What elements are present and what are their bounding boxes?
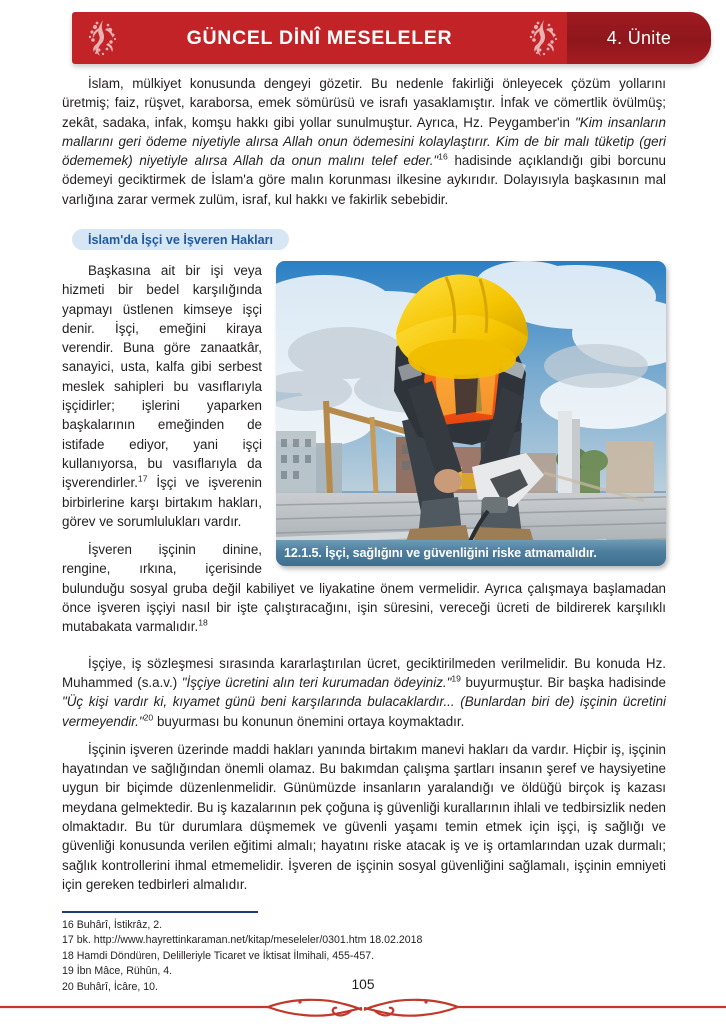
footnote-item: 16 Buhârî, İstikrâz, 2. [62,919,163,931]
worker-definition-part-2: İşçi ve işverenin birbirlerine karşı birtakım hakları, görev ve sorumlulukları vardır. [62,475,262,529]
page-number: 105 [351,977,375,992]
section-heading-label: İslam'da İşçi ve İşveren Hakları [88,232,274,247]
intro-text-part-1: İslam, mülkiyet konusunda dengeyi gözetir. Bu nedenle fakirliği önleyecek çözüm yollarını üretmiş; faiz, rüşvet, karaborsa, emek sömürüsü ve israfı yasaklamıştır. İnfak ve cömertlik övülmüş; zekât, sadaka, infak, komşu hakkı gibi yollar sunulmuştur. Ayrıca, Hz. Peygamber'in [62,76,666,130]
footnote-item: 20 Buhârî, İcâre, 10. [62,980,158,993]
intro-section [62,74,666,218]
wage-text-part-1: İşçiye, iş sözleşmesi sırasında kararlaştırılan ücret, geciktirilmeden verilmelidir. Bu konuda Hz. Muhammed (s.a.v.) [62,655,666,690]
intro-hadith-quote: "Kim insanların mallarını geri ödeme niyetiyle alırsa Allah onun ödemesini kolaylaştırır. Kim de bir malı tüketip (geri ödememek) niyetiyle alırsa Allah da onun malını telef eder." [62,114,666,169]
photo-illustration [276,261,666,566]
worker-rights-block [62,261,666,903]
footnote-item: 17 bk. http://www.hayrettinkaraman.net/kitap/meseleler/0301.htm 18.02.2018 [62,934,423,947]
footnote-ref-20: 20 [143,712,154,723]
wage-hadith-quote-1: "İşçiye ücretini alın teri kurumadan ödeyiniz." [181,674,452,690]
intro-text-part-2: hadisinde açıklandığı gibi borcunu ödemeyi geciktirmek de İslam'a göre malın korunması ilkesine aykırıdır. Dolayısıyla başkasının mal varlığına zarar vermek zulüm, israf, kul hakkı ve fakirlik sebebidir. [62,153,666,207]
footnote-ref-19: 19 [451,673,461,684]
wage-text-part-2: buyurmuştur. Bir başka hadisinde [460,674,666,690]
unit-label: 4. Ünite [606,27,672,48]
wage-paragraph [62,654,666,731]
decorative-flourish-icon [0,996,726,1020]
figure-caption: 12.1.5. İşçi, sağlığını ve güvenliğini riske atmamalıdır. [276,540,666,566]
page-header-banner [72,12,711,64]
footnote-divider [62,911,258,913]
wage-hadith-quote-2: "Üç kişi vardır ki, kıyamet günü beni karşılarında bulacaklardır... (Bunlardan biri de) işçinin ücretini vermeyendir." [62,694,666,729]
footnote-item: 19 İbn Mâce, Rühûn, 4. [62,965,173,978]
footnote-item: 18 Hamdi Döndüren, Delilleriyle Ticaret ve İktisat İlmihali, 455-457. [62,949,375,962]
footnote-ref-17: 17 [137,473,148,484]
photo-construction-worker [276,261,666,566]
employer-duties-text: İşveren işçinin dinine, rengine, ırkına, içerisinde bulunduğu sosyal gruba değil kabiliyet ve liyakatine önem vermelidir. Ayrıca çalışmaya başlamadan önce işveren işçiyi nasıl bir işte çalıştıracağını, işin süresini, vereceği ücreti de bildirerek karşılıklı mutabakata varmalıdır. [62,542,666,635]
figure-construction-worker [276,261,666,566]
section-heading-pill [72,229,289,250]
worker-definition-part-1: Başkasına ait bir işi veya hizmeti bir bedel karşılığında yapmayı üstlenen kimseye işçi denir. İşçi, emeğini kiraya verendir. Buna göre zanaatkâr, sanayici, usta, kalfa gibi serbest meslek sahipleri bu vasıflarıyla işçidirler; işlerini yaparken başkalarının emeğinden de istifade ediyor, yani işçi kullanıyorsa, bu vasıflarıyla da işverendirler. [62,263,262,491]
footnote-ref-16: 16 [438,151,448,162]
wage-text-part-3: buyurması bu konunun önemini ortaya koymaktadır. [153,713,465,729]
footnote-ref-18: 18 [198,617,208,628]
page-title: GÜNCEL DİNÎ MESELELER [186,26,453,49]
intro-paragraph [62,74,666,209]
moral-rights-paragraph: İşçinin işveren üzerinde maddi hakları yanında birtakım manevi hakları da vardır. Hiçbir iş, işçinin hayatından ve sağlığından önemli olamaz. Bu bakımdan çalışma şartları insanın şeref ve haysiyetine uygun bir biçimde düzenlenmelidir. Günümüzde insanların yaralandığı ve öldüğü birçok iş kazası meydana gelmektedir. Bu iş kazalarının pek çoğuna iş güvenliği kurallarının ihlali ve tedbirsizlik neden olmaktadır. Bu tür durumlara düşmemek ve güvenli yaşamı temin etmek için işçi, iş sağlığı ve güvenliği konusunda verilen eğitimi almalı; hayatını riske atacak iş ve iş ortamlarından uzak durmalı; sağlık kontrollerini ihmal etmemelidir. İşveren de işçinin sosyal güvenliğini sağlamalı, işçinin emniyeti için gereken tedbirleri almalıdır. [62,741,666,892]
